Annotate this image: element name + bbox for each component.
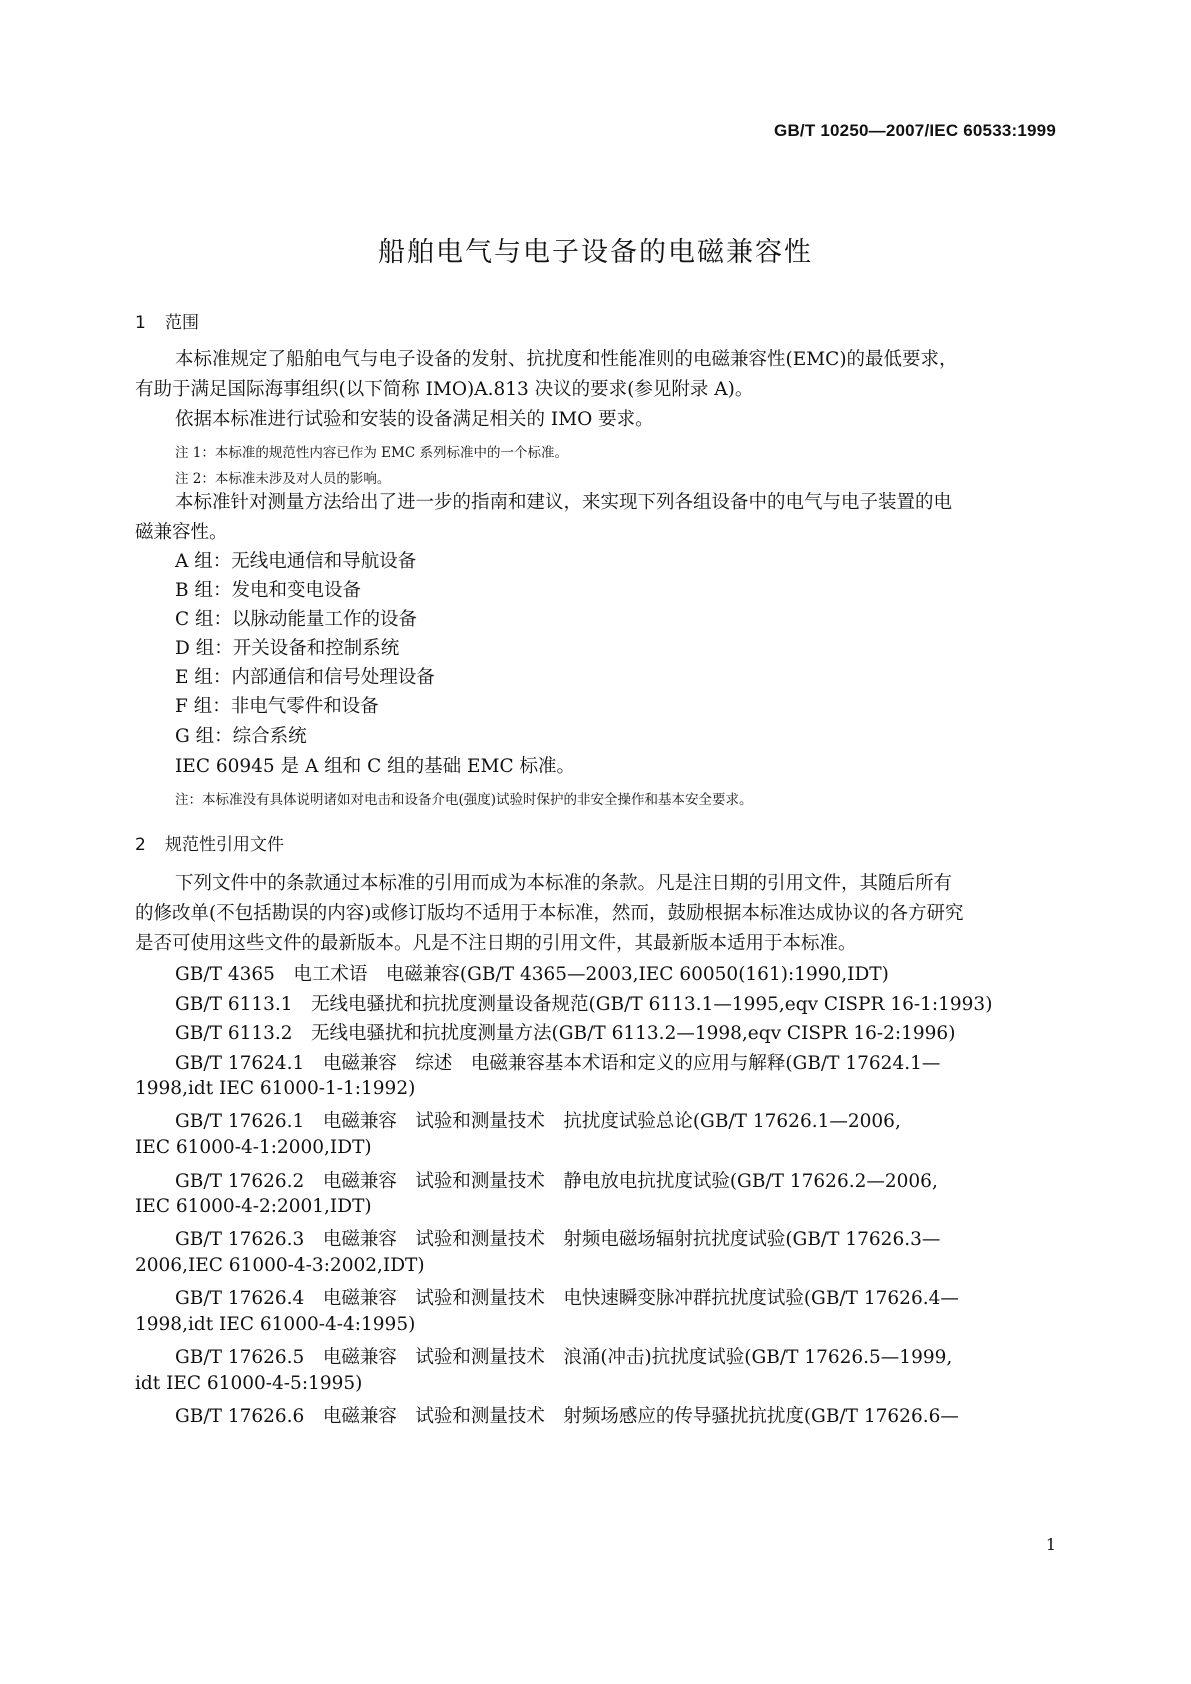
- reference-item: GB/T 4365 电工术语 电磁兼容(GB/T 4365—2003,IEC 60050(161):1990,IDT): [175, 964, 889, 985]
- page-number: 1: [1045, 1535, 1056, 1554]
- group-item: E 组：内部通信和信号处理设备: [175, 667, 435, 688]
- group-item: F 组：非电气零件和设备: [175, 696, 379, 717]
- scope-para2: 依据本标准进行试验和安装的设备满足相关的 IMO 要求。: [175, 409, 654, 430]
- section-2-number: 2: [135, 835, 146, 855]
- reference-item: GB/T 6113.1 无线电骚扰和抗扰度测量设备规范(GB/T 6113.1—1995,eqv CISPR 16-1:1993): [175, 994, 993, 1015]
- reference-item-continuation: IEC 61000-4-1:2000,IDT): [135, 1137, 372, 1158]
- reference-item: GB/T 17626.3 电磁兼容 试验和测量技术 射频电磁场辐射抗扰度试验(GB/T 17626.3—: [175, 1229, 941, 1250]
- scope-note-2: 注 2：本标准未涉及对人员的影响。: [175, 471, 391, 487]
- group-item: C 组：以脉动能量工作的设备: [175, 609, 418, 630]
- scope-para1-line1: 本标准规定了船舶电气与电子设备的发射、抗扰度和性能准则的电磁兼容性(EMC)的最低要求，: [175, 349, 958, 370]
- scope-para1-line2: 有助于满足国际海事组织(以下简称 IMO)A.813 决议的要求(参见附录 A)。: [135, 379, 754, 400]
- standard-code: GB/T 10250—2007/IEC 60533:1999: [774, 121, 1056, 140]
- reference-item: GB/T 6113.2 无线电骚扰和抗扰度测量方法(GB/T 6113.2—1998,eqv CISPR 16-2:1996): [175, 1023, 956, 1044]
- section-1-number: 1: [135, 313, 146, 333]
- scope-note-3: 注：本标准没有具体说明诸如对电击和设备介电(强度)试验时保护的非安全操作和基本安全要求。: [175, 792, 753, 808]
- reference-item: GB/T 17626.2 电磁兼容 试验和测量技术 静电放电抗扰度试验(GB/T 17626.2—2006,: [175, 1171, 938, 1192]
- group-item: G 组：综合系统: [175, 726, 307, 747]
- reference-item: GB/T 17626.5 电磁兼容 试验和测量技术 浪涌(冲击)抗扰度试验(GB/T 17626.5—1999,: [175, 1347, 953, 1368]
- reference-item-continuation: idt IEC 61000-4-5:1995): [135, 1373, 363, 1394]
- refs-intro-line1: 下列文件中的条款通过本标准的引用而成为本标准的条款。凡是注日期的引用文件，其随后所有: [175, 873, 953, 894]
- refs-intro-line3: 是否可使用这些文件的最新版本。凡是不注日期的引用文件，其最新版本适用于本标准。: [135, 933, 857, 954]
- section-1-title: 范围: [165, 313, 199, 333]
- reference-item-continuation: 1998,idt IEC 61000-4-4:1995): [135, 1314, 416, 1335]
- group-item: D 组：开关设备和控制系统: [175, 638, 400, 659]
- scope-para4: IEC 60945 是 A 组和 C 组的基础 EMC 标准。: [175, 756, 575, 777]
- reference-item: GB/T 17626.1 电磁兼容 试验和测量技术 抗扰度试验总论(GB/T 17626.1—2006,: [175, 1111, 901, 1132]
- refs-intro-line2: 的修改单(不包括勘误的内容)或修订版均不适用于本标准，然而，鼓励根据本标准达成协议的各方研究: [135, 903, 964, 924]
- group-item: B 组：发电和变电设备: [175, 580, 361, 601]
- scope-para3-line2: 磁兼容性。: [135, 522, 228, 543]
- group-item: A 组：无线电通信和导航设备: [175, 551, 417, 572]
- reference-item: GB/T 17626.4 电磁兼容 试验和测量技术 电快速瞬变脉冲群抗扰度试验(GB/T 17626.4—: [175, 1288, 959, 1309]
- scope-note-1: 注 1：本标准的规范性内容已作为 EMC 系列标准中的一个标准。: [175, 445, 568, 461]
- reference-item: GB/T 17626.6 电磁兼容 试验和测量技术 射频场感应的传导骚扰抗扰度(GB/T 17626.6—: [175, 1406, 959, 1427]
- section-1-heading: [135, 308, 199, 333]
- reference-item: GB/T 17624.1 电磁兼容 综述 电磁兼容基本术语和定义的应用与解释(GB/T 17624.1—: [175, 1053, 941, 1074]
- document-title: 船舶电气与电子设备的电磁兼容性: [378, 237, 813, 268]
- reference-item-continuation: 2006,IEC 61000-4-3:2002,IDT): [135, 1255, 425, 1276]
- reference-item-continuation: 1998,idt IEC 61000-1-1:1992): [135, 1078, 416, 1099]
- section-2-heading: [135, 830, 284, 855]
- section-2-title: 规范性引用文件: [165, 835, 284, 855]
- reference-item-continuation: IEC 61000-4-2:2001,IDT): [135, 1196, 372, 1217]
- scope-para3-line1: 本标准针对测量方法给出了进一步的指南和建议，来实现下列各组设备中的电气与电子装置的电: [175, 492, 953, 513]
